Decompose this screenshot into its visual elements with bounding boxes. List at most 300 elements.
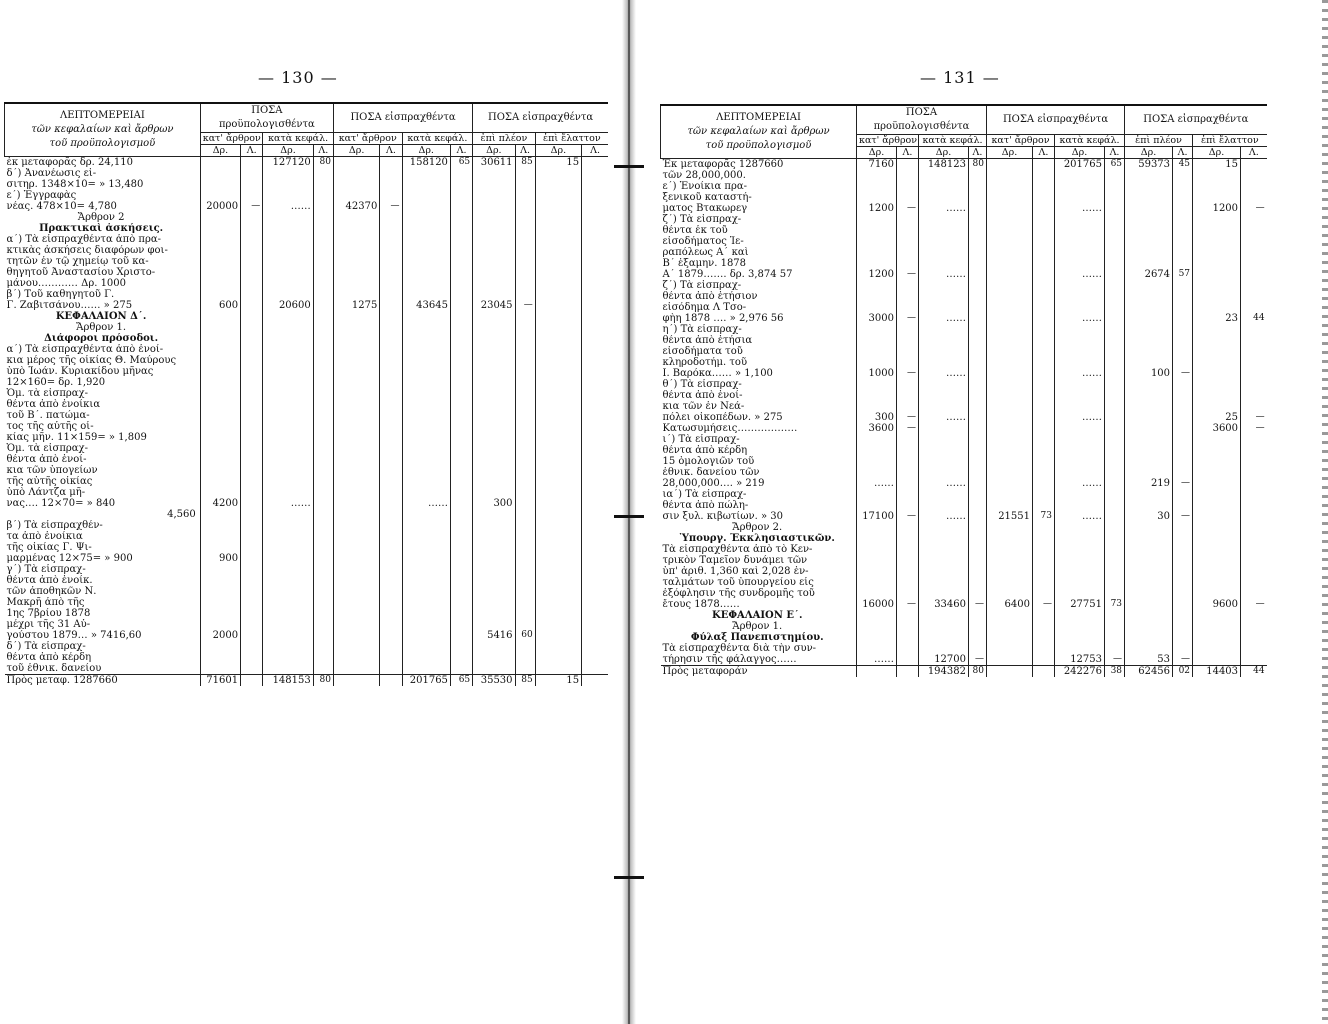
amount-drachmae — [263, 564, 313, 575]
amount-drachmae — [857, 379, 897, 390]
amount-lepta: 60 — [515, 630, 535, 641]
amount-lepta — [969, 544, 987, 555]
amount-lepta — [1033, 643, 1055, 654]
amount-drachmae — [200, 619, 240, 630]
amount-drachmae — [1193, 445, 1241, 456]
amount-lepta — [1033, 313, 1055, 324]
amount-lepta — [313, 553, 333, 564]
amount-lepta: 73 — [1033, 511, 1055, 522]
amount-drachmae — [857, 225, 897, 236]
amount-lepta — [1173, 489, 1193, 500]
amount-drachmae — [200, 245, 240, 256]
amount-lepta — [1033, 203, 1055, 214]
amount-lepta — [969, 346, 987, 357]
amount-lepta — [969, 522, 987, 533]
amount-lepta — [515, 267, 535, 278]
amount-drachmae — [1193, 247, 1241, 258]
amount-lepta — [241, 168, 263, 179]
amount-drachmae: 158120 — [402, 157, 450, 169]
amount-drachmae — [200, 399, 240, 410]
amount-lepta — [450, 564, 472, 575]
amount-drachmae: 201765 — [402, 675, 450, 687]
amount-drachmae: 127120 — [263, 157, 313, 169]
amount-lepta — [1105, 621, 1125, 632]
amount-lepta — [313, 410, 333, 421]
amount-lepta — [380, 443, 402, 454]
amount-drachmae — [333, 630, 379, 641]
amount-drachmae — [402, 388, 450, 399]
amount-lepta: — — [897, 599, 919, 610]
amount-drachmae — [987, 456, 1033, 467]
amount-drachmae: 300 — [857, 412, 897, 423]
amount-drachmae — [535, 619, 581, 630]
amount-lepta — [897, 434, 919, 445]
table-row — [5, 157, 609, 169]
row-description: θέντα ἀπὸ ἐνοίκια — [6, 399, 101, 410]
amount-lepta — [1241, 511, 1267, 522]
amount-lepta — [450, 355, 472, 366]
unit-l: Λ. — [515, 145, 535, 157]
amount-drachmae — [987, 247, 1033, 258]
amount-lepta — [241, 256, 263, 267]
amount-lepta — [897, 654, 919, 666]
table-row — [5, 432, 609, 443]
amount-drachmae — [200, 322, 240, 333]
amount-lepta — [582, 476, 608, 487]
table-row — [661, 456, 1267, 467]
row-description: Μακρῆ ἀπὸ τῆς — [6, 597, 85, 608]
amount-drachmae — [333, 399, 379, 410]
amount-drachmae — [857, 566, 897, 577]
amount-drachmae — [987, 181, 1033, 192]
row-description: θέντα ἀπὸ πώλη- — [662, 500, 749, 511]
amount-drachmae — [402, 377, 450, 388]
row-description: κια τῶν ὑπογείων — [6, 465, 98, 476]
amount-lepta — [1105, 390, 1125, 401]
table-row — [5, 443, 609, 454]
amount-drachmae — [333, 333, 379, 344]
amount-lepta — [241, 454, 263, 465]
row-description: ε΄) Ἐγγραφὰς — [6, 190, 77, 201]
amount-lepta — [1033, 434, 1055, 445]
amount-lepta — [582, 597, 608, 608]
amount-lepta — [1173, 203, 1193, 214]
amount-drachmae — [535, 597, 581, 608]
amount-lepta — [582, 641, 608, 652]
row-description: κίας μῆν. 11×159= » 1,809 — [6, 432, 147, 443]
amount-lepta — [897, 544, 919, 555]
table-row — [5, 223, 609, 234]
amount-lepta — [1173, 313, 1193, 324]
amount-drachmae — [402, 212, 450, 223]
amount-drachmae — [919, 434, 969, 445]
amount-lepta — [969, 269, 987, 280]
amount-drachmae — [263, 256, 313, 267]
amount-drachmae — [473, 564, 515, 575]
amount-drachmae — [1055, 522, 1105, 533]
amount-lepta — [241, 311, 263, 322]
amount-drachmae — [333, 278, 379, 289]
row-description: Τὰ εἰσπραχθέντα ἀπὸ τὸ Κεν- — [662, 544, 813, 555]
amount-lepta — [241, 388, 263, 399]
row-description: 4,560 — [167, 509, 196, 520]
amount-lepta — [897, 159, 919, 171]
amount-lepta — [1105, 434, 1125, 445]
amount-drachmae — [333, 675, 379, 687]
amount-lepta — [897, 247, 919, 258]
amount-drachmae: 25 — [1193, 412, 1241, 423]
amount-lepta — [582, 498, 608, 509]
row-description: μέχρι τῆς 31 Αὐ- — [6, 619, 91, 630]
amount-drachmae — [263, 487, 313, 498]
amount-lepta — [1033, 445, 1055, 456]
amount-drachmae — [535, 366, 581, 377]
amount-drachmae — [1125, 533, 1173, 544]
amount-lepta — [969, 181, 987, 192]
amount-drachmae — [1125, 544, 1173, 555]
amount-lepta — [450, 641, 472, 652]
amount-lepta — [1241, 621, 1267, 632]
amount-lepta — [897, 170, 919, 181]
amount-drachmae — [857, 302, 897, 313]
amount-drachmae — [473, 333, 515, 344]
amount-lepta — [380, 432, 402, 443]
amount-lepta: 73 — [1105, 599, 1125, 610]
amount-drachmae — [535, 608, 581, 619]
amount-drachmae — [1125, 346, 1173, 357]
amount-drachmae — [402, 168, 450, 179]
amount-drachmae — [987, 401, 1033, 412]
amount-drachmae — [1055, 181, 1105, 192]
amount-drachmae — [402, 663, 450, 675]
amount-lepta — [313, 520, 333, 531]
amount-lepta — [1033, 181, 1055, 192]
amount-lepta — [969, 357, 987, 368]
amount-lepta — [450, 311, 472, 322]
amount-drachmae — [473, 234, 515, 245]
amount-drachmae — [473, 509, 515, 520]
table-row — [661, 368, 1267, 379]
amount-lepta — [515, 454, 535, 465]
row-description: Διάφοροι πρόσοδοι. — [44, 333, 159, 344]
amount-lepta — [241, 333, 263, 344]
amount-drachmae — [402, 278, 450, 289]
amount-drachmae — [919, 357, 969, 368]
table-row — [661, 357, 1267, 368]
amount-drachmae — [857, 577, 897, 588]
amount-drachmae — [535, 652, 581, 663]
amount-lepta — [1105, 566, 1125, 577]
table-row — [5, 245, 609, 256]
row-description: ζ΄) Τὰ εἰσπραχ- — [662, 214, 742, 225]
amount-lepta — [582, 179, 608, 190]
table-row — [5, 190, 609, 201]
amount-drachmae — [263, 542, 313, 553]
amount-lepta — [1173, 335, 1193, 346]
table-row — [661, 511, 1267, 522]
amount-drachmae — [1193, 456, 1241, 467]
row-description: Ὁμ. τὰ εἰσπραχ- — [6, 388, 88, 399]
amount-drachmae — [535, 234, 581, 245]
amount-drachmae: 27751 — [1055, 599, 1105, 610]
row-description: τῶν 28,000,000. — [662, 170, 746, 181]
row-description: θηγητοῦ Ἀναστασίου Χριστο- — [6, 267, 156, 278]
amount-lepta — [1173, 412, 1193, 423]
amount-drachmae — [919, 247, 969, 258]
amount-drachmae — [535, 641, 581, 652]
amount-lepta — [897, 445, 919, 456]
amount-drachmae — [402, 421, 450, 432]
amount-drachmae — [1193, 225, 1241, 236]
amount-drachmae: …… — [1055, 511, 1105, 522]
amount-drachmae — [200, 421, 240, 432]
amount-drachmae: 23 — [1193, 313, 1241, 324]
amount-lepta — [1033, 533, 1055, 544]
amount-drachmae — [987, 643, 1033, 654]
amount-drachmae: 1200 — [857, 269, 897, 280]
amount-drachmae — [263, 366, 313, 377]
amount-lepta — [1033, 577, 1055, 588]
amount-lepta — [380, 388, 402, 399]
amount-drachmae — [919, 533, 969, 544]
amount-lepta — [450, 531, 472, 542]
amount-drachmae — [473, 520, 515, 531]
amount-lepta — [897, 379, 919, 390]
amount-lepta — [241, 608, 263, 619]
amount-drachmae — [263, 223, 313, 234]
amount-drachmae — [1055, 357, 1105, 368]
amount-drachmae: 1275 — [333, 300, 379, 311]
amount-drachmae — [1125, 489, 1173, 500]
amount-lepta — [897, 666, 919, 678]
amount-drachmae: 12753 — [1055, 654, 1105, 666]
amount-drachmae — [919, 500, 969, 511]
amount-lepta — [582, 168, 608, 179]
amount-lepta — [450, 421, 472, 432]
amount-lepta: 38 — [1105, 666, 1125, 678]
amount-lepta — [1105, 533, 1125, 544]
amount-lepta — [582, 619, 608, 630]
amount-lepta — [241, 575, 263, 586]
amount-lepta — [969, 434, 987, 445]
amount-drachmae — [1125, 258, 1173, 269]
amount-drachmae — [1055, 214, 1105, 225]
amount-drachmae — [987, 522, 1033, 533]
amount-drachmae — [333, 355, 379, 366]
row-description: ὑπ' ἀριθ. 1,360 καὶ 2,028 ἐν- — [662, 566, 809, 577]
amount-lepta — [582, 212, 608, 223]
amount-lepta — [450, 388, 472, 399]
amount-drachmae — [1193, 511, 1241, 522]
amount-drachmae — [333, 168, 379, 179]
amount-lepta — [1033, 302, 1055, 313]
amount-lepta — [450, 652, 472, 663]
amount-drachmae — [919, 335, 969, 346]
table-row — [5, 608, 609, 619]
amount-drachmae — [1193, 346, 1241, 357]
amount-lepta — [1241, 533, 1267, 544]
row-description: δ΄) Τὰ εἰσπραχ- — [6, 641, 86, 652]
amount-lepta — [380, 421, 402, 432]
row-description: ια΄) Τὰ εἰσπραχ- — [662, 489, 747, 500]
amount-drachmae — [1193, 500, 1241, 511]
amount-lepta — [1241, 610, 1267, 621]
amount-drachmae — [333, 212, 379, 223]
amount-drachmae: …… — [1055, 478, 1105, 489]
amount-lepta — [1241, 379, 1267, 390]
amount-drachmae — [1125, 423, 1173, 434]
amount-lepta — [313, 212, 333, 223]
row-description: α΄) Τὰ εἰσπραχθέντα ἀπὸ πρα- — [6, 234, 161, 245]
table-row — [661, 401, 1267, 412]
amount-drachmae — [857, 170, 897, 181]
amount-lepta — [450, 619, 472, 630]
amount-lepta — [515, 487, 535, 498]
amount-drachmae — [473, 289, 515, 300]
amount-lepta — [1241, 434, 1267, 445]
unit-dr: Δρ. — [200, 145, 240, 157]
amount-lepta — [1105, 522, 1125, 533]
amount-lepta — [313, 223, 333, 234]
amount-lepta: 45 — [1173, 159, 1193, 171]
amount-lepta — [1105, 313, 1125, 324]
amount-lepta — [582, 223, 608, 234]
unit-dr: Δρ. — [263, 145, 313, 157]
amount-lepta — [1105, 577, 1125, 588]
amount-drachmae — [402, 267, 450, 278]
amount-drachmae — [987, 324, 1033, 335]
amount-lepta: — — [1241, 203, 1267, 214]
amount-drachmae — [473, 531, 515, 542]
amount-lepta — [380, 487, 402, 498]
amount-lepta — [1105, 445, 1125, 456]
amount-lepta — [897, 192, 919, 203]
amount-drachmae — [1193, 610, 1241, 621]
unit-l: Λ. — [313, 145, 333, 157]
subheader: κατὰ κεφάλ. — [263, 133, 334, 145]
amount-drachmae — [200, 344, 240, 355]
amount-lepta — [241, 190, 263, 201]
amount-drachmae — [402, 553, 450, 564]
amount-lepta — [380, 355, 402, 366]
row-description: ἐκ μεταφορᾶς δρ. 24,110 — [6, 157, 133, 168]
amount-drachmae — [1125, 456, 1173, 467]
amount-drachmae — [263, 168, 313, 179]
amount-drachmae — [1125, 390, 1173, 401]
amount-lepta — [515, 619, 535, 630]
unit-dr: Δρ. — [857, 147, 897, 159]
amount-drachmae — [402, 234, 450, 245]
amount-lepta — [380, 366, 402, 377]
amount-lepta — [515, 465, 535, 476]
amount-lepta — [380, 630, 402, 641]
amount-drachmae — [1055, 236, 1105, 247]
amount-lepta — [380, 509, 402, 520]
amount-drachmae — [857, 258, 897, 269]
amount-lepta — [1241, 302, 1267, 313]
amount-drachmae — [333, 476, 379, 487]
amount-drachmae — [919, 566, 969, 577]
table-row — [661, 324, 1267, 335]
table-row — [5, 630, 609, 641]
table-row — [5, 201, 609, 212]
amount-drachmae — [535, 520, 581, 531]
amount-lepta — [1241, 522, 1267, 533]
amount-lepta — [450, 245, 472, 256]
amount-drachmae — [1125, 401, 1173, 412]
amount-drachmae — [535, 267, 581, 278]
amount-drachmae — [1125, 247, 1173, 258]
amount-drachmae — [987, 467, 1033, 478]
amount-drachmae — [857, 489, 897, 500]
amount-drachmae — [1193, 533, 1241, 544]
amount-drachmae — [1193, 379, 1241, 390]
amount-lepta — [313, 289, 333, 300]
amount-drachmae — [333, 223, 379, 234]
amount-drachmae — [200, 586, 240, 597]
amount-drachmae — [473, 278, 515, 289]
amount-drachmae — [200, 575, 240, 586]
amount-lepta — [1105, 489, 1125, 500]
table-row — [661, 522, 1267, 533]
amount-lepta — [313, 454, 333, 465]
amount-drachmae — [535, 168, 581, 179]
row-description: τητῶν ἐν τῷ χημείῳ τοῦ κα- — [6, 256, 149, 267]
row-description: μάνου………… Δρ. 1000 — [6, 278, 127, 289]
amount-lepta — [450, 234, 472, 245]
amount-lepta — [241, 498, 263, 509]
subheader: κατὰ κεφάλ. — [919, 135, 987, 147]
amount-drachmae — [473, 190, 515, 201]
header-budgeted: ΠΟΣΑ προϋπολογισθέντα — [857, 105, 987, 135]
amount-lepta — [515, 212, 535, 223]
amount-lepta — [313, 421, 333, 432]
amount-lepta — [313, 311, 333, 322]
amount-drachmae — [333, 454, 379, 465]
amount-lepta — [380, 278, 402, 289]
amount-drachmae: 62456 — [1125, 666, 1173, 678]
amount-drachmae — [473, 212, 515, 223]
amount-drachmae — [333, 322, 379, 333]
amount-lepta: — — [897, 412, 919, 423]
amount-lepta — [515, 322, 535, 333]
amount-drachmae — [1055, 456, 1105, 467]
amount-lepta — [1105, 456, 1125, 467]
amount-drachmae — [263, 432, 313, 443]
amount-drachmae: 6400 — [987, 599, 1033, 610]
table-row — [661, 159, 1267, 171]
amount-lepta — [897, 302, 919, 313]
amount-lepta — [515, 597, 535, 608]
amount-lepta — [380, 311, 402, 322]
amount-lepta — [969, 566, 987, 577]
amount-drachmae — [987, 478, 1033, 489]
amount-drachmae — [987, 445, 1033, 456]
table-row — [5, 498, 609, 509]
amount-drachmae: 900 — [200, 553, 240, 564]
amount-lepta — [241, 597, 263, 608]
amount-drachmae: …… — [1055, 313, 1105, 324]
amount-drachmae — [333, 619, 379, 630]
amount-drachmae — [535, 289, 581, 300]
amount-lepta — [969, 555, 987, 566]
amount-lepta — [241, 421, 263, 432]
amount-drachmae — [200, 355, 240, 366]
table-row — [5, 377, 609, 388]
amount-drachmae — [1055, 225, 1105, 236]
amount-lepta — [582, 652, 608, 663]
amount-lepta — [241, 542, 263, 553]
